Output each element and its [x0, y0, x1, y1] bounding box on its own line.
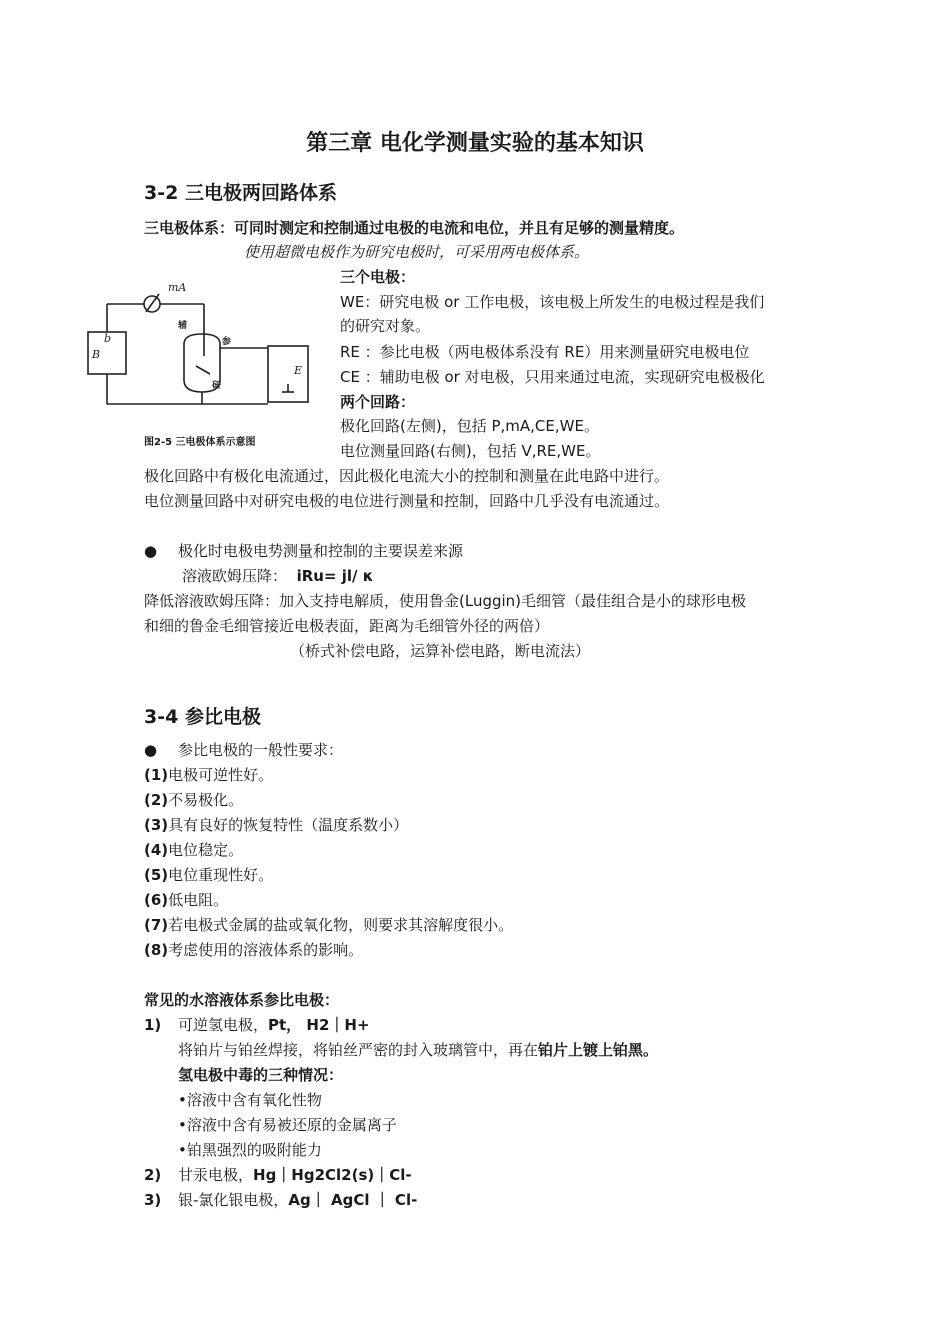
item-number: 3): [144, 1191, 162, 1209]
reduce-line-1: 降低溶液欧姆压降：加入支持电解质，使用鲁金(Luggin)毛细管（最佳组合是小的球形电极: [144, 592, 747, 610]
requirement-number: (1): [144, 766, 169, 784]
item-text: 甘汞电极，: [178, 1166, 254, 1184]
label-ma: mA: [168, 281, 187, 294]
hydrogen-electrode-desc: [178, 1040, 658, 1060]
figure-caption: 图2-5 三电极体系示意图: [144, 437, 256, 448]
requirement-item: [144, 890, 228, 910]
definition-label: 三电极体系：: [144, 219, 235, 237]
label-b-small: b: [104, 332, 112, 345]
ohmic-line: [182, 566, 373, 586]
section-heading-3-4: 3-4 参比电极: [144, 706, 261, 728]
bullet-error-text: 极化时电极电势测量和控制的主要误差来源: [178, 542, 464, 560]
paragraph-polarization: 极化回路中有极化电流通过，因此极化电流大小的控制和测量在此电路中进行。: [144, 467, 670, 485]
item-formula: Ag｜ AgCl ｜ Cl-: [288, 1191, 418, 1209]
requirement-item: [144, 840, 243, 860]
requirement-text: 具有良好的恢复特性（温度系数小）: [168, 816, 409, 834]
chapter-title: 第三章 电化学测量实验的基本知识: [306, 131, 644, 156]
electrode-item-3: [144, 1190, 417, 1210]
definition-line: [144, 218, 684, 238]
definition-text: 可同时测定和控制通过电极的电流和电位，并且有足够的测量精度。: [234, 219, 685, 237]
bullet-requirements-text: 参比电极的一般性要求：: [178, 741, 344, 759]
requirement-item: [144, 865, 273, 885]
requirement-item: [144, 940, 363, 960]
requirement-number: (8): [144, 941, 169, 959]
reduce-line-2: 和细的鲁金毛细管接近电极表面，距离为毛细管外径的两倍）: [144, 617, 550, 635]
paragraph-potential: 电位测量回路中对研究电极的电位进行测量和控制，回路中几乎没有电流通过。: [144, 492, 670, 510]
item-number: 2): [144, 1166, 162, 1184]
requirement-number: (5): [144, 866, 169, 884]
bullet-dot: ●: [144, 542, 158, 560]
bullet-requirements: [144, 740, 343, 760]
requirement-text: 电位重现性好。: [168, 866, 274, 884]
item-formula: Hg｜Hg2Cl2(s)｜Cl-: [253, 1166, 412, 1184]
requirement-text: 考虑使用的溶液体系的影响。: [168, 941, 364, 959]
ohmic-label: 溶液欧姆压降：: [182, 567, 288, 585]
label-study: 研: [212, 381, 222, 391]
ce-line: CE ：辅助电极 or 对电极，只用来通过电流，实现研究电极极化: [340, 368, 765, 386]
three-electrodes-title: 三个电极：: [340, 268, 416, 286]
requirement-text: 电位稳定。: [168, 841, 244, 859]
section-heading-3-2: 3-2 三电极两回路体系: [144, 182, 337, 204]
poison-title: 氢电极中毒的三种情况：: [178, 1066, 344, 1084]
label-E: E: [294, 364, 303, 377]
common-electrodes-title: 常见的水溶液体系参比电极：: [144, 991, 340, 1009]
three-electrode-circuit-diagram: [82, 276, 314, 444]
electrode-item-1: [144, 1015, 370, 1035]
requirement-item: [144, 815, 408, 835]
requirement-item: [144, 915, 513, 935]
item-formula: Pt， H2｜H+: [268, 1016, 370, 1034]
two-loops-title: 两个回路：: [340, 393, 416, 411]
requirement-number: (6): [144, 891, 169, 909]
item-number: 1): [144, 1016, 162, 1034]
requirement-number: (2): [144, 791, 169, 809]
loop-polarization: 极化回路(左侧)，包括 P,mA,CE,WE。: [340, 417, 599, 435]
poison-item: •铂黑强烈的吸附能力: [178, 1141, 322, 1159]
label-ref: 参: [222, 337, 232, 347]
requirement-text: 若电极式金属的盐或氧化物，则要求其溶解度很小。: [168, 916, 514, 934]
bullet-error-source: [144, 541, 463, 561]
electrode-item-2: [144, 1165, 412, 1185]
item-text: 银-氯化银电极，: [178, 1191, 289, 1209]
ohmic-formula: iRu= jl/ κ: [296, 567, 374, 585]
requirement-item: [144, 790, 243, 810]
we-line-1: WE：研究电极 or 工作电极，该电极上所发生的电极过程是我们: [340, 293, 765, 311]
requirement-text: 低电阻。: [168, 891, 229, 909]
poison-item: •溶液中含有氧化性物: [178, 1091, 322, 1109]
label-B: B: [92, 348, 101, 361]
we-line-2: 的研究对象。: [340, 317, 431, 335]
label-aux: 辅: [178, 321, 188, 331]
requirement-number: (4): [144, 841, 169, 859]
requirement-number: (7): [144, 916, 169, 934]
loop-potential: 电位测量回路(右侧)，包括 V,RE,WE。: [340, 442, 601, 460]
re-line: RE ：参比电极（两电极体系没有 RE）用来测量研究电极电位: [340, 343, 750, 361]
italic-note: 使用超微电极作为研究电极时，可采用两电极体系。: [244, 243, 590, 261]
requirement-text: 不易极化。: [168, 791, 244, 809]
item-text: 可逆氢电极，: [178, 1016, 269, 1034]
requirement-number: (3): [144, 816, 169, 834]
requirement-item: [144, 765, 273, 785]
desc-text: 将铂片与铂丝焊接，将铂丝严密的封入玻璃管中，再在: [178, 1041, 539, 1059]
requirement-text: 电极可逆性好。: [168, 766, 274, 784]
poison-item: •溶液中含有易被还原的金属离子: [178, 1116, 397, 1134]
bullet-dot: ●: [144, 741, 158, 759]
compensation-methods: （桥式补偿电路，运算补偿电路，断电流法）: [290, 642, 591, 660]
desc-bold: 铂片上镀上铂黑。: [538, 1041, 659, 1059]
